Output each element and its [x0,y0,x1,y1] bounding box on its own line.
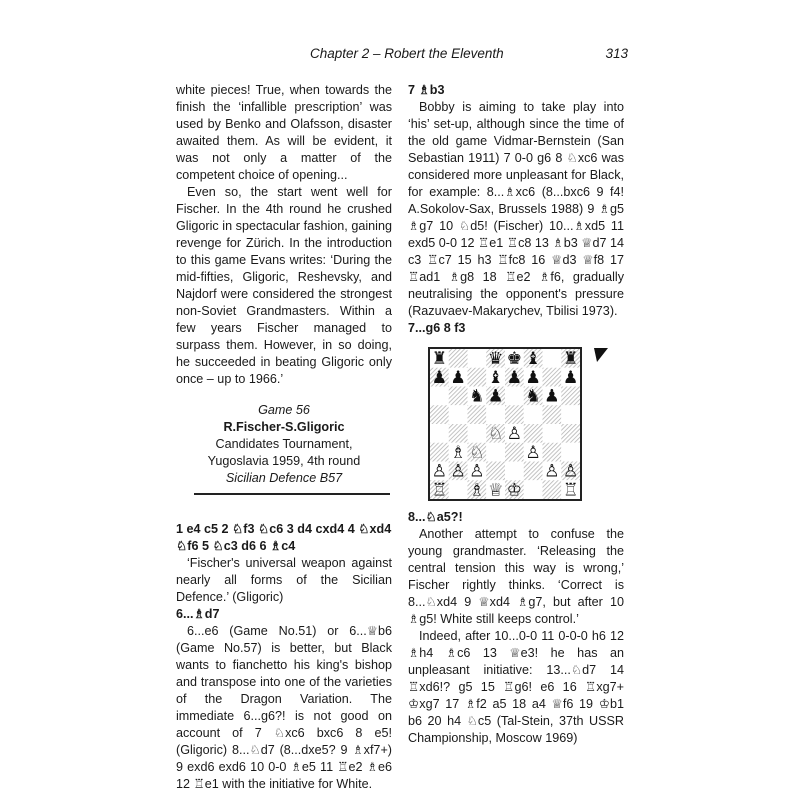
chess-piece-c2: ♙ [469,461,485,482]
chess-piece-f7: ♟ [525,367,541,388]
chess-piece-e4: ♙ [506,424,523,444]
light-square [449,480,468,499]
dark-square [524,462,543,481]
chess-piece-a2: ♙ [431,461,448,482]
light-square [543,349,562,368]
light-square [524,480,543,499]
light-square [430,387,449,406]
dark-square [486,462,505,481]
chess-piece-h2: ♙ [562,461,579,482]
chess-piece-a8: ♜ [431,349,448,369]
move-sequence: 6...♗d7 [176,607,220,621]
side-to-move-icon [593,347,609,363]
move-sequence: 8...♘a5?! [408,510,463,524]
chess-piece-d1: ♕ [487,480,504,499]
page-header [0,46,800,66]
dark-square [468,368,487,387]
dark-square [430,443,449,462]
paragraph: Indeed, after 10...0-0 11 0-0-0 h6 12 ♗h4 ♗c6 13 ♕e3! he has an unpleasant initiative: 13...♘d7 14 ♖xd6!? g5 15 ♖g6! e6 16 ♖xg7+ ♔xg7 17 ♗f2 a5 18 a4 ♕f6 19 ♔b1 b6 20 h4 ♘c5 (Tal-Stein, 37th USSR Championship, Moscow 1969) [408,629,624,745]
chess-piece-f8: ♝ [525,349,541,369]
chess-piece-h8: ♜ [562,349,579,369]
running-title: Chapter 2 – Robert the Eleventh [310,46,504,61]
chess-piece-g2: ♙ [544,461,560,482]
chess-board [428,347,582,501]
light-square [561,443,580,462]
chess-diagram [408,347,624,499]
game-number: Game 56 [258,403,310,417]
dark-square [561,387,580,406]
chess-piece-d6: ♟ [487,386,504,407]
chess-piece-b7: ♟ [450,367,466,388]
chess-piece-a1: ♖ [431,480,448,499]
chess-piece-d4: ♘ [487,424,504,444]
board-graphic [430,349,580,499]
chess-piece-b2: ♙ [450,461,466,482]
dark-square [505,443,524,462]
dark-square [449,387,468,406]
light-square [430,424,449,443]
move-sequence: 1 e4 c5 2 ♘f3 ♘c6 3 d4 cxd4 4 ♘xd4 ♘f6 5 ♘c3 d6 6 ♗c4 [176,522,392,553]
light-square [449,405,468,424]
move-sequence: 7...g6 8 f3 [408,321,466,335]
chess-piece-c3: ♘ [469,442,485,463]
chess-piece-e1: ♔ [506,480,523,499]
dark-square [543,368,562,387]
light-square [561,405,580,424]
light-square [486,405,505,424]
chess-piece-f6: ♞ [525,386,541,407]
chess-piece-c6: ♞ [469,386,485,407]
dark-square [543,443,562,462]
move-sequence: 7 ♗b3 [408,83,445,97]
right-column [408,82,624,747]
paragraph: Another attempt to confuse the young grandmaster. ‘Releasing the central tension this way is wrong,’ Fischer rightly thinks. ‘Correct is 8...♘xd4 9 ♕xd4 ♗g7, but after 10 ♗g5! White still keeps control.’ [408,527,624,626]
chess-piece-d7: ♝ [487,367,504,388]
light-square [468,424,487,443]
side-to-move-label [408,347,409,348]
dark-square [468,405,487,424]
paragraph: white pieces! True, when towards the finish the ‘infallible prescription’ was used by Benko and Olafsson, disaster awaited them. As will be evident, it was not only a matter of the competent choice of opening... [176,83,392,182]
dark-square [543,480,562,499]
chess-piece-e8: ♚ [506,349,523,369]
light-square [468,349,487,368]
dark-square [449,349,468,368]
paragraph: 6...e6 (Game No.51) or 6...♕b6 (Game No.57) is better, but Black wants to fianchetto his king's bishop and transpose into one of the varieties of the Dragon Variation. The immediate 6...g6?! is not good on account of 7 ♘xc6 bxc6 8 e5! (Gligoric) 8...♘d7 (8...dxe5? 9 ♗xf7+) 9 exd6 exd6 10 0-0 ♗e5 11 ♖e2 ♗e6 12 ♖e1 with the initiative for White. [176,624,392,791]
dark-square [561,424,580,443]
game-players: R.Fischer-S.Gligoric [223,420,345,434]
dark-square [449,424,468,443]
dark-square [543,405,562,424]
game-location: Yugoslavia 1959, 4th round [207,454,361,468]
light-square [505,462,524,481]
light-square [543,424,562,443]
chess-piece-g6: ♟ [544,386,560,407]
paragraph: ‘Fischer's universal weapon against nearly all forms of the Sicilian Defence.’ (Gligoric) [176,556,392,604]
chess-piece-h7: ♟ [562,367,579,388]
dark-square [430,405,449,424]
game-opening: Sicilian Defence B57 [225,471,343,485]
paragraph: Bobby is aiming to take play into ‘his’ set-up, although since the time of the old game Vidmar-Bernstein (San Sebastian 1911) 7 0-0 g6 8 ♘xc6 was considered more unpleasant for Black, for example: 8...♗xc6 (8...bxc6 9 f4! A.Sokolov-Sax, Brussels 1988) 9 ♗g5 ♗g7 10 ♘d5! (Fischer) 10...♗xd5 11 exd5 0-0 12 ♖e1 ♖c8 13 ♗b3 ♕d7 14 c3 ♖c7 15 h3 ♖fc8 16 ♕d3 ♕f8 17 ♖ad1 ♗g8 18 ♖e2 ♗f6, gradually neutralising the opponent's pressure (Razuvaev-Makarychev, Tbilisi 1973). [408,100,625,318]
dark-square [505,405,524,424]
chess-piece-d8: ♛ [487,349,504,369]
chess-piece-e7: ♟ [506,367,523,388]
page-number: 313 [605,46,628,61]
chess-piece-a7: ♟ [431,367,448,388]
chess-piece-c1: ♗ [469,480,485,499]
light-square [524,405,543,424]
light-square [486,443,505,462]
chess-piece-h1: ♖ [562,480,579,499]
chess-piece-b3: ♗ [450,442,466,463]
left-column [176,82,392,793]
chess-piece-f3: ♙ [525,442,541,463]
dark-square [524,424,543,443]
paragraph: Even so, the start went well for Fischer. In the 4th round he crushed Gligoric in spectacular fashion, gaining revenge for Zürich. In the introduction to this game Evans writes: ‘During the mid-fifties, Gligoric, Reshevsky, and Najdorf were considered the strongest non-Soviet Grandmasters. Within a few years Fischer managed to surpass them. However, in so doing, he succeeded in beating Gligoric only once – up to 1966.’ [176,185,392,386]
game-event: Candidates Tournament, [215,437,353,451]
light-square [505,387,524,406]
